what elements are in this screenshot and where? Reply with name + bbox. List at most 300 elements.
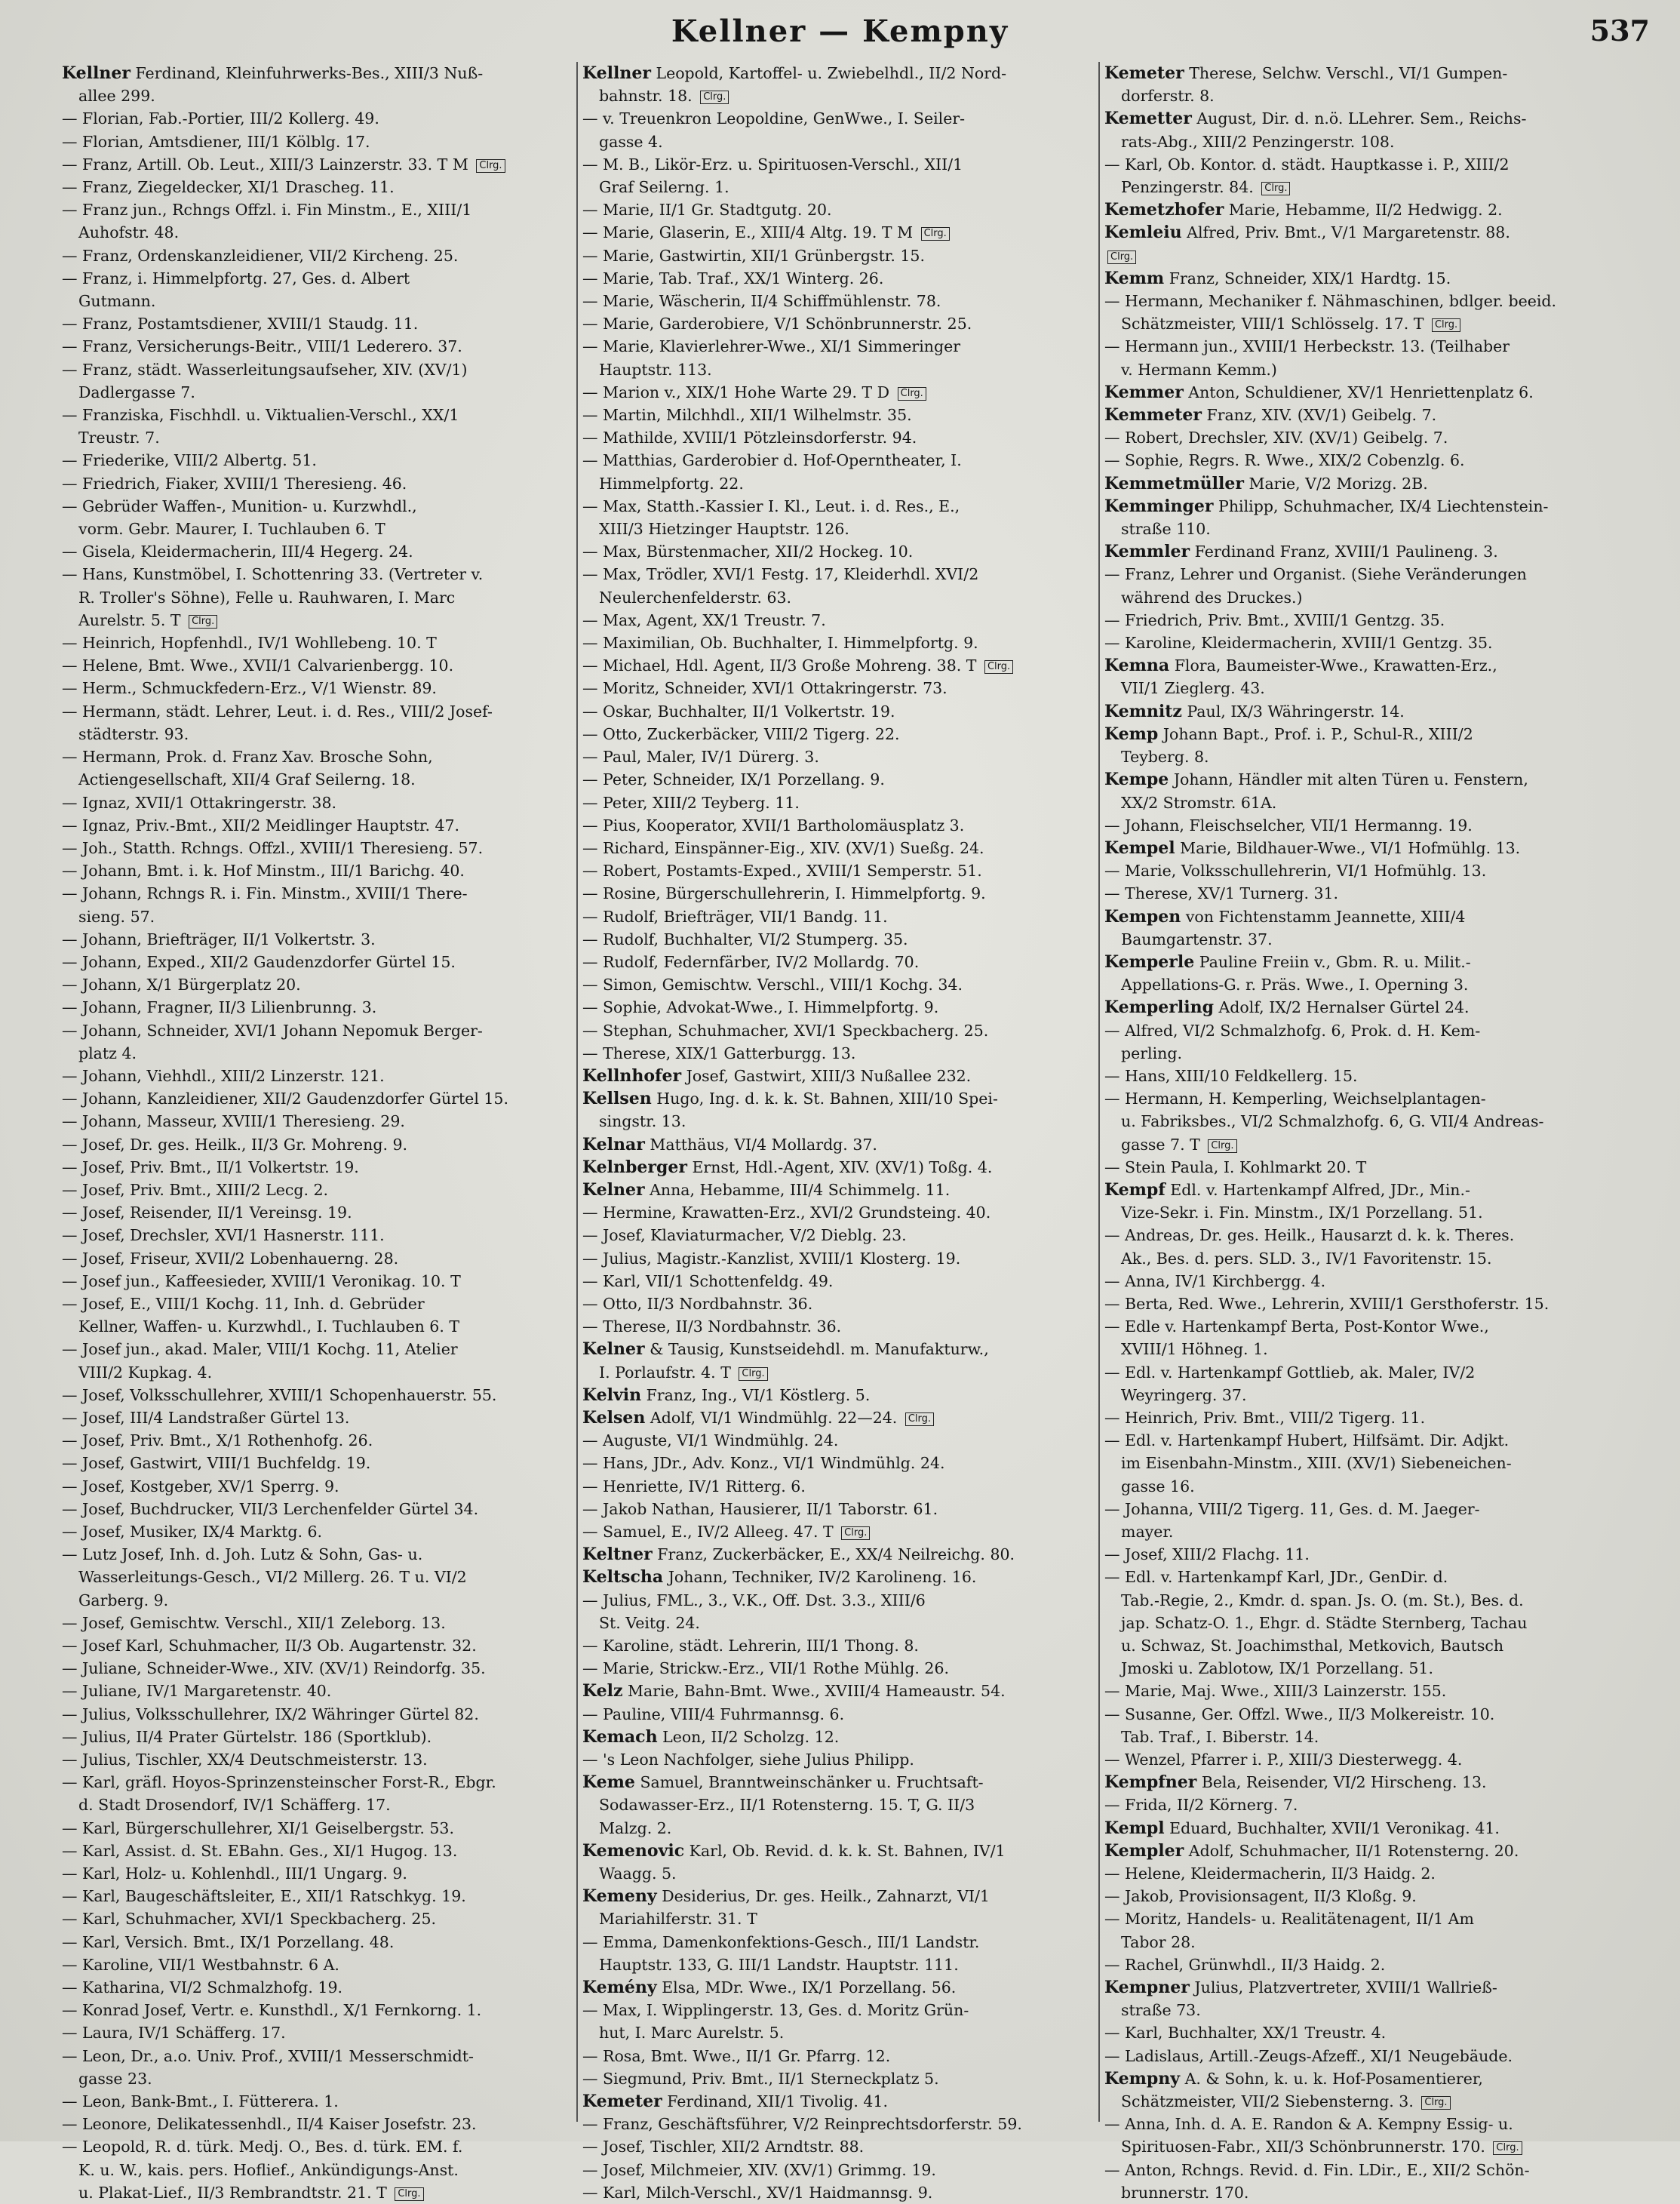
- entry-surname: Kempen: [1104, 906, 1181, 927]
- entry-text: — Friederike, VIII/2 Albertg. 51.: [62, 451, 317, 470]
- directory-entry: [1104, 176, 1617, 198]
- entry-text: — Alfred, VI/2 Schmalzhofg. 6, Prok. d. H. Kem-: [1104, 1021, 1481, 1040]
- entry-text: Philipp, Schuhmacher, IX/4 Liechtenstein-: [1213, 496, 1549, 515]
- entry-text: — Anton, Rchngs. Revid. d. Fin. LDir., E., XII/2 Schön-: [1104, 2160, 1530, 2179]
- directory-entry: [62, 244, 575, 267]
- entry-text: Marie, Bahn-Bmt. Wwe., XVIII/4 Hameaustr. 54.: [622, 1682, 1006, 1701]
- directory-entry: [62, 928, 575, 951]
- directory-entry: [582, 951, 1095, 973]
- entry-text: — Michael, Hdl. Agent, II/3 Große Mohreng. 38. T: [582, 656, 981, 675]
- entry-text: — Hermann, H. Kemperling, Weichselplantagen-: [1104, 1090, 1486, 1108]
- entry-text: Elsa, MDr. Wwe., IX/1 Porzellang. 56.: [656, 1978, 957, 1997]
- directory-entry: [1104, 2090, 1617, 2113]
- entry-text: — Hermann, Prok. d. Franz Xav. Brosche Sohn,: [62, 748, 433, 767]
- entry-surname: Kemperle: [1104, 951, 1195, 972]
- directory-entry: [582, 677, 1095, 699]
- directory-entry: [1104, 1087, 1617, 1110]
- entry-text: — Helene, Bmt. Wwe., XVII/1 Calvarienbergg. 10.: [62, 656, 454, 675]
- entry-text: v. Hermann Kemm.): [1121, 360, 1277, 379]
- directory-entry: [62, 2113, 575, 2135]
- entry-surname: Kelvin: [582, 1385, 642, 1405]
- entry-text: — Simon, Gemischtw. Verschl., VIII/1 Kochg. 34.: [582, 976, 963, 994]
- directory-entry: [62, 267, 575, 290]
- directory-entry: [62, 609, 575, 632]
- directory-entry: [582, 1634, 1095, 1657]
- directory-entry: [582, 198, 1095, 221]
- entry-text: August, Dir. d. n.ö. LLehrer. Sem., Reichs-: [1191, 109, 1527, 128]
- directory-entry: [1104, 1566, 1617, 1588]
- directory-entry: [62, 1087, 575, 1110]
- directory-entry: [582, 1885, 1095, 1907]
- entry-text: — Stein Paula, I. Kohlmarkt 20. T: [1104, 1157, 1367, 1176]
- directory-entry: [62, 1270, 575, 1293]
- entry-text: Auhofstr. 48.: [78, 223, 180, 242]
- directory-entry: [1104, 540, 1617, 563]
- directory-entry: [582, 176, 1095, 198]
- entry-surname: Kemmler: [1104, 542, 1190, 562]
- directory-entry: [582, 1771, 1095, 1794]
- directory-entry: [62, 358, 575, 381]
- entry-text: Josef, Gastwirt, XIII/3 Nußallee 232.: [681, 1066, 972, 1085]
- entry-surname: Kempl: [1104, 1818, 1165, 1838]
- page-header: [0, 14, 1680, 59]
- entry-text: — Max, Bürstenmacher, XII/2 Hockeg. 10.: [582, 543, 914, 561]
- entry-surname: Kellner: [582, 63, 651, 83]
- entry-surname: Kellner: [62, 63, 131, 83]
- entry-text: Ferdinand Franz, XVIII/1 Paulineng. 3.: [1190, 543, 1498, 561]
- directory-entry: [582, 2067, 1095, 2090]
- entry-text: K. u. W., kais. pers. Hoflief., Ankündigungs-Anst.: [78, 2160, 459, 2179]
- directory-entry: [582, 540, 1095, 563]
- directory-entry: [1104, 1794, 1617, 1816]
- entry-text: — Josef, Buchdrucker, VII/3 Lerchenfelder Gürtel 34.: [62, 1499, 479, 1518]
- entry-surname: Kempel: [1104, 838, 1175, 858]
- entry-text: u. Schwaz, St. Joachimsthal, Metkovich, Bautsch: [1121, 1637, 1504, 1655]
- directory-entry: [582, 1794, 1095, 1816]
- entry-text: — Johann, Bmt. i. k. Hof Minstm., III/1 Barichg. 40.: [62, 862, 465, 881]
- entry-text: — Karl, Schuhmacher, XVI/1 Speckbacherg. 25.: [62, 1910, 437, 1929]
- directory-entry: [582, 814, 1095, 837]
- entry-text: — Wenzel, Pfarrer i. P., XIII/3 Diesterwegg. 4.: [1104, 1751, 1463, 1769]
- entry-text: — Marion v., XIX/1 Hohe Warte 29. T D: [582, 383, 895, 401]
- entry-surname: Kelz: [582, 1681, 623, 1701]
- directory-entry: [62, 1748, 575, 1771]
- directory-entry: [62, 495, 575, 518]
- directory-entry: [582, 1224, 1095, 1246]
- directory-entry: [582, 792, 1095, 814]
- directory-entry: [62, 1429, 575, 1452]
- entry-text: VIII/2 Kupkag. 4.: [78, 1363, 213, 1382]
- entry-text: — Laura, IV/1 Schäfferg. 17.: [62, 2024, 286, 2043]
- directory-entry: [582, 1087, 1095, 1110]
- entry-text: — Frida, II/2 Körnerg. 7.: [1104, 1796, 1298, 1815]
- entry-text: — Ignaz, XVII/1 Ottakringerstr. 38.: [62, 793, 337, 812]
- directory-entry: [62, 814, 575, 837]
- entry-text: — Johann, Schneider, XVI/1 Johann Nepomuk Berger-: [62, 1021, 483, 1040]
- directory-entry: [1104, 1589, 1617, 1612]
- directory-entry: [582, 1293, 1095, 1315]
- directory-entry: [1104, 1179, 1617, 1201]
- entry-text: — Franz, Postamtsdiener, XVIII/1 Staudg. 11.: [62, 315, 419, 334]
- entry-text: Baumgartenstr. 37.: [1121, 930, 1273, 948]
- entry-surname: Kelsen: [582, 1407, 646, 1428]
- entry-text: — Katharina, VI/2 Schmalzhofg. 19.: [62, 1978, 343, 1997]
- entry-surname: Kemeter: [582, 2092, 662, 2112]
- entry-text: — Florian, Fab.-Portier, III/2 Kollerg. 49.: [62, 109, 379, 128]
- entry-text: Treustr. 7.: [78, 429, 160, 447]
- directory-entry: [62, 62, 575, 85]
- directory-entry: [62, 723, 575, 745]
- entry-surname: Kemenovic: [582, 1840, 685, 1861]
- directory-entry: [582, 2159, 1095, 2181]
- entry-text: gasse 4.: [599, 132, 663, 151]
- entry-text: Anton, Schuldiener, XV/1 Henriettenplatz 6.: [1183, 383, 1534, 401]
- entry-surname: Kellsen: [582, 1089, 652, 1109]
- directory-entry: [582, 1862, 1095, 1885]
- entry-text: Hauptstr. 133, G. III/1 Landstr. Hauptstr. 111.: [599, 1955, 959, 1974]
- entry-surname: Kemminger: [1104, 496, 1214, 516]
- directory-entry: [582, 495, 1095, 518]
- entry-text: — Karl, Ob. Kontor. d. städt. Hauptkasse i. P., XIII/2: [1104, 155, 1510, 174]
- entry-text: — Florian, Amtsdiener, III/1 Kölblg. 17.: [62, 132, 370, 151]
- entry-text: — Josef, Reisender, II/1 Vereinsg. 19.: [62, 1203, 352, 1222]
- directory-entry: [62, 882, 575, 905]
- directory-entry: [62, 563, 575, 586]
- directory-entry: [1104, 1817, 1617, 1840]
- entry-text: — Therese, XV/1 Turnerg. 31.: [1104, 884, 1339, 903]
- entry-text: — Therese, II/3 Nordbahnstr. 36.: [582, 1317, 842, 1336]
- entry-surname: Kelner: [582, 1179, 645, 1200]
- entry-text: — 's Leon Nachfolger, siehe Julius Philipp.: [582, 1751, 914, 1769]
- entry-text: bahnstr. 18.: [599, 87, 698, 106]
- entry-text: — Julius, Volksschullehrer, IX/2 Währinger Gürtel 82.: [62, 1704, 479, 1723]
- directory-entry: [1104, 677, 1617, 699]
- directory-entry: [62, 198, 575, 221]
- entry-text: — Hans, XIII/10 Feldkellerg. 15.: [1104, 1066, 1358, 1085]
- directory-entry: [582, 837, 1095, 859]
- directory-entry: [62, 312, 575, 335]
- directory-entry: [1104, 426, 1617, 449]
- entry-surname: Kemm: [1104, 268, 1165, 288]
- directory-entry: [1104, 518, 1617, 540]
- directory-entry: [1104, 1907, 1617, 1930]
- clearing-badge: Clrg.: [189, 615, 217, 629]
- entry-text: — Franz, i. Himmelpfortg. 27, Ges. d. Albert: [62, 269, 410, 287]
- entry-text: — M. B., Likör-Erz. u. Spirituosen-Verschl., XII/1: [582, 155, 963, 174]
- directory-entry: [582, 1201, 1095, 1224]
- entry-text: — Moritz, Schneider, XVI/1 Ottakringerstr. 73.: [582, 679, 947, 698]
- entry-text: — Josef, Volksschullehrer, XVIII/1 Schopenhauerstr. 55.: [62, 1385, 497, 1404]
- entry-text: Leopold, Kartoffel- u. Zwiebelhdl., II/2 Nord-: [650, 64, 1007, 82]
- entry-text: — Josef, Tischler, XII/2 Arndtstr. 88.: [582, 2138, 865, 2156]
- entry-text: Graf Seilerng. 1.: [599, 178, 729, 197]
- entry-text: — Hermann jun., XVIII/1 Herbeckstr. 13. (Teilhaber: [1104, 337, 1510, 356]
- directory-entry: [582, 609, 1095, 632]
- entry-text: — Karoline, VII/1 Westbahnstr. 6 A.: [62, 1955, 339, 1974]
- entry-text: im Eisenbahn-Minstm., XIII. (XV/1) Siebeneichen-: [1121, 1454, 1512, 1473]
- directory-entry: [1104, 1315, 1617, 1338]
- directory-entry: [1104, 1680, 1617, 1702]
- entry-text: Tabor 28.: [1121, 1932, 1196, 1951]
- entry-text: Vize-Sekr. i. Fin. Minstm., IX/1 Porzellang. 51.: [1121, 1203, 1483, 1222]
- directory-entry: [582, 1566, 1095, 1588]
- directory-entry: [582, 1315, 1095, 1338]
- directory-entry: [62, 996, 575, 1019]
- directory-entry: [62, 2159, 575, 2181]
- entry-text: — Leon, Dr., a.o. Univ. Prof., XVIII/1 Messerschmidt-: [62, 2046, 474, 2065]
- directory-entry: [62, 1224, 575, 1246]
- directory-entry: [582, 312, 1095, 335]
- entry-text: — Edle v. Hartenkampf Berta, Post-Kontor Wwe.,: [1104, 1317, 1489, 1336]
- entry-text: — Franz, Versicherungs-Beitr., VIII/1 Lederero. 37.: [62, 337, 462, 356]
- entry-text: — Johann, Rchngs R. i. Fin. Minstm., XVIII/1 There-: [62, 884, 468, 903]
- directory-entry: [1104, 1726, 1617, 1748]
- column-3: [1104, 62, 1617, 2202]
- directory-entry: [62, 1110, 575, 1133]
- directory-entry: [62, 1794, 575, 1816]
- entry-surname: Kelner: [582, 1339, 645, 1360]
- directory-entry: [1104, 1452, 1617, 1474]
- entry-text: — Andreas, Dr. ges. Heilk., Hausarzt d. k. k. Theres.: [1104, 1226, 1515, 1245]
- directory-entry: [1104, 221, 1617, 244]
- directory-entry: [582, 1498, 1095, 1520]
- directory-entry: [582, 1840, 1095, 1862]
- clearing-badge: Clrg.: [841, 1526, 870, 1540]
- directory-entry: [1104, 2181, 1617, 2204]
- directory-entry: [582, 1953, 1095, 1976]
- clearing-badge: Clrg.: [1421, 2096, 1450, 2110]
- entry-text: Johann, Techniker, IV/2 Karolineng. 16.: [663, 1568, 977, 1587]
- entry-text: — Oskar, Buchhalter, II/1 Volkertstr. 19.: [582, 702, 895, 721]
- entry-text: Mariahilferstr. 31. T: [599, 1910, 757, 1929]
- directory-entry: [582, 723, 1095, 745]
- directory-entry: [582, 973, 1095, 996]
- directory-entry: [582, 1999, 1095, 2021]
- entry-text: Adolf, IX/2 Hernalser Gürtel 24.: [1213, 998, 1470, 1017]
- directory-entry: [62, 1452, 575, 1474]
- directory-entry: [582, 62, 1095, 85]
- entry-text: — Lutz Josef, Inh. d. Joh. Lutz & Sohn, Gas- u.: [62, 1545, 423, 1564]
- directory-entry: [1104, 768, 1617, 791]
- directory-entry: [1104, 1657, 1617, 1680]
- directory-entry: [582, 1931, 1095, 1953]
- directory-entry: [1104, 2067, 1617, 2090]
- entry-surname: Kemnitz: [1104, 701, 1182, 721]
- directory-entry: [62, 586, 575, 609]
- entry-text: — Max, I. Wipplingerstr. 13, Ges. d. Moritz Grün-: [582, 2001, 969, 2020]
- entry-text: — Emma, Damenkonfektions-Gesch., III/1 Landstr.: [582, 1932, 980, 1951]
- entry-text: rats-Abg., XIII/2 Penzingerstr. 108.: [1121, 132, 1395, 151]
- entry-text: — Johann, Briefträger, II/1 Volkertstr. 3.: [62, 930, 376, 948]
- directory-entry: [582, 1543, 1095, 1566]
- directory-entry: [62, 745, 575, 768]
- directory-entry: [582, 153, 1095, 176]
- entry-text: — Otto, II/3 Nordbahnstr. 36.: [582, 1294, 813, 1313]
- entry-text: — Max, Agent, XX/1 Treustr. 7.: [582, 610, 826, 629]
- entry-text: — Karoline, städt. Lehrerin, III/1 Thong. 8.: [582, 1637, 919, 1655]
- entry-text: Johann, Händler mit alten Türen u. Fenstern,: [1169, 770, 1528, 789]
- directory-entry: [62, 153, 575, 176]
- entry-text: Teyberg. 8.: [1121, 748, 1209, 767]
- directory-entry: [582, 1042, 1095, 1065]
- entry-text: — Karl, gräfl. Hoyos-Sprinzensteinscher Forst-R., Ebgr.: [62, 1773, 496, 1792]
- directory-entry: [582, 654, 1095, 677]
- directory-entry: [62, 1862, 575, 1885]
- entry-text: Malzg. 2.: [599, 1818, 672, 1837]
- clearing-badge: Clrg.: [739, 1367, 767, 1381]
- directory-entry: [582, 2113, 1095, 2135]
- clearing-badge: Clrg.: [1432, 318, 1460, 332]
- directory-entry: [62, 677, 575, 699]
- directory-entry: [582, 381, 1095, 404]
- directory-entry: [582, 1179, 1095, 1201]
- entry-surname: Kemperling: [1104, 997, 1214, 1018]
- entry-text: — Marie, Wäscherin, II/4 Schiffmühlenstr. 78.: [582, 292, 941, 311]
- directory-entry: [62, 1612, 575, 1634]
- entry-text: sieng. 57.: [78, 907, 155, 926]
- entry-text: — Josef, Gastwirt, VIII/1 Buchfeldg. 19.: [62, 1454, 371, 1473]
- entry-text: Himmelpfortg. 22.: [599, 474, 744, 493]
- clearing-badge: Clrg.: [1208, 1139, 1236, 1153]
- entry-surname: Kelnberger: [582, 1157, 687, 1177]
- entry-text: — Josef, XIII/2 Flachg. 11.: [1104, 1545, 1310, 1564]
- directory-entry: [582, 745, 1095, 768]
- entry-text: — Mathilde, XVIII/1 Pötzleinsdorferstr. 94.: [582, 429, 917, 447]
- entry-text: Johann Bapt., Prof. i. P., Schul-R., XIII/2: [1158, 724, 1473, 743]
- entry-text: — Rudolf, Briefträger, VII/1 Bandg. 11.: [582, 907, 888, 926]
- directory-entry: [62, 1907, 575, 1930]
- directory-entry: [1104, 723, 1617, 745]
- clearing-badge: Clrg.: [395, 2187, 423, 2201]
- directory-entry: [1104, 792, 1617, 814]
- directory-entry: [1104, 1224, 1617, 1246]
- entry-text: gasse 7. T: [1121, 1135, 1205, 1154]
- entry-text: dorferstr. 8.: [1121, 87, 1215, 106]
- entry-text: hut, I. Marc Aurelstr. 5.: [599, 2024, 785, 2043]
- directory-entry: [62, 1156, 575, 1179]
- entry-text: Schätzmeister, VIII/1 Schlösselg. 17. T: [1121, 315, 1429, 334]
- entry-surname: Kemp: [1104, 724, 1159, 744]
- directory-entry: [1104, 312, 1617, 335]
- entry-text: — Auguste, VI/1 Windmühlg. 24.: [582, 1431, 839, 1450]
- entry-text: XX/2 Stromstr. 61A.: [1121, 793, 1277, 812]
- entry-text: — Josef, Milchmeier, XIV. (XV/1) Grimmg. 19.: [582, 2160, 936, 2179]
- entry-text: Alfred, Priv. Bmt., V/1 Margaretenstr. 88.: [1181, 223, 1510, 242]
- clearing-badge: Clrg.: [898, 387, 926, 401]
- entry-text: — Siegmund, Priv. Bmt., II/1 Sterneckplatz 5.: [582, 2069, 939, 2088]
- directory-entry: [62, 1817, 575, 1840]
- entry-text: — Josef, Priv. Bmt., II/1 Volkertstr. 19.: [62, 1157, 359, 1176]
- directory-entry: [1104, 632, 1617, 654]
- directory-entry: [1104, 267, 1617, 290]
- entry-text: — Johann, Exped., XII/2 Gaudenzdorfer Gürtel 15.: [62, 952, 456, 971]
- directory-entry: [62, 1201, 575, 1224]
- entry-surname: Kemna: [1104, 656, 1170, 676]
- directory-entry: [1104, 2135, 1617, 2158]
- entry-text: — Josef, Drechsler, XVI/1 Hasnerstr. 111.: [62, 1226, 385, 1245]
- directory-entry: [62, 700, 575, 723]
- entry-text: — Josef, Gemischtw. Verschl., XII/1 Zeleborg. 13.: [62, 1613, 446, 1632]
- entry-text: Neulerchenfelderstr. 63.: [599, 588, 792, 607]
- directory-entry: [62, 176, 575, 198]
- entry-text: — Marie, Garderobiere, V/1 Schönbrunnerstr. 25.: [582, 315, 972, 334]
- clearing-badge: Clrg.: [1493, 2141, 1522, 2155]
- directory-entry: [582, 1110, 1095, 1133]
- entry-text: — Henriette, IV/1 Ritterg. 6.: [582, 1477, 806, 1495]
- entry-surname: Kemach: [582, 1726, 658, 1747]
- directory-entry: [62, 1133, 575, 1156]
- directory-entry: [582, 1680, 1095, 1702]
- entry-text: vorm. Gebr. Maurer, I. Tuchlauben 6. T: [78, 520, 385, 539]
- entry-text: Dadlergasse 7.: [78, 383, 195, 401]
- entry-text: jap. Schatz-O. 1., Ehgr. d. Städte Sternberg, Tachau: [1121, 1613, 1528, 1632]
- entry-text: — Rudolf, Buchhalter, VI/2 Stumperg. 35.: [582, 930, 908, 948]
- directory-entry: [582, 131, 1095, 153]
- entry-text: — Rosine, Bürgerschullehrerin, I. Himmelpfortg. 9.: [582, 884, 986, 903]
- entry-text: — Rachel, Grünwhdl., II/3 Haidg. 2.: [1104, 1955, 1386, 1974]
- directory-entry: [1104, 1703, 1617, 1726]
- entry-surname: Kemetter: [1104, 109, 1192, 129]
- entry-text: — Johanna, VIII/2 Tigerg. 11, Ges. d. M. Jaeger-: [1104, 1499, 1480, 1518]
- entry-text: Anna, Hebamme, III/4 Schimmelg. 11.: [644, 1180, 951, 1199]
- entry-surname: Kempfner: [1104, 1772, 1197, 1793]
- directory-entry: [582, 905, 1095, 928]
- entry-surname: Kemetzhofer: [1104, 200, 1224, 220]
- directory-entry: [1104, 62, 1617, 85]
- entry-text: — Josef Karl, Schuhmacher, II/3 Ob. Augartenstr. 32.: [62, 1637, 477, 1655]
- entry-text: — Karl, Buchhalter, XX/1 Treustr. 4.: [1104, 2024, 1387, 2043]
- entry-text: — Julius, Magistr.-Kanzlist, XVIII/1 Klosterg. 19.: [582, 1249, 961, 1268]
- column-divider: [576, 62, 578, 2122]
- entry-text: R. Troller's Söhne), Felle u. Rauhwaren, I. Marc: [78, 588, 456, 607]
- directory-entry: [1104, 1543, 1617, 1566]
- directory-entry: [1104, 1270, 1617, 1293]
- entry-text: — Franziska, Fischhdl. u. Viktualien-Verschl., XX/1: [62, 406, 459, 425]
- directory-entry: [62, 107, 575, 130]
- directory-entry: [1104, 381, 1617, 404]
- entry-text: Gutmann.: [78, 292, 156, 311]
- entry-text: — Berta, Red. Wwe., Lehrerin, XVIII/1 Gersthoferstr. 15.: [1104, 1294, 1549, 1313]
- directory-entry: [62, 1999, 575, 2021]
- entry-surname: Kempner: [1104, 1978, 1190, 1998]
- directory-entry: [62, 1498, 575, 1520]
- entry-text: — Hermann, Mechaniker f. Nähmaschinen, bdlger. beeid.: [1104, 292, 1557, 311]
- entry-text: — Marie, Klavierlehrer-Wwe., XI/1 Simmeringer: [582, 337, 961, 356]
- entry-text: — Sophie, Advokat-Wwe., I. Himmelpfortg. 9.: [582, 998, 939, 1017]
- directory-entry: [582, 1520, 1095, 1543]
- directory-entry: [62, 540, 575, 563]
- entry-text: — Juliane, IV/1 Margaretenstr. 40.: [62, 1682, 332, 1701]
- entry-text: Bela, Reisender, VI/2 Hirscheng. 13.: [1196, 1773, 1487, 1792]
- entry-surname: Kemmetmüller: [1104, 473, 1244, 493]
- directory-entry: [62, 131, 575, 153]
- directory-entry: [1104, 449, 1617, 472]
- directory-entry: [582, 426, 1095, 449]
- entry-text: — Marie, II/1 Gr. Stadtgutg. 20.: [582, 201, 832, 220]
- directory-entry: [582, 586, 1095, 609]
- entry-surname: Kempny: [1104, 2068, 1181, 2089]
- entry-text: — Leon, Bank-Bmt., I. Fütterera. 1.: [62, 2092, 339, 2111]
- entry-text: — Josef, Kostgeber, XV/1 Sperrg. 9.: [62, 1477, 339, 1495]
- directory-entry: [582, 1748, 1095, 1771]
- entry-text: Adolf, VI/1 Windmühlg. 22—24.: [645, 1408, 902, 1427]
- entry-text: — Josef, Priv. Bmt., X/1 Rothenhofg. 26.: [62, 1431, 373, 1450]
- entry-text: — Heinrich, Priv. Bmt., VIII/2 Tigerg. 11.: [1104, 1408, 1426, 1427]
- entry-text: — Anna, Inh. d. A. E. Randon & A. Kempny Essig- u.: [1104, 2115, 1513, 2134]
- directory-entry: [1104, 654, 1617, 677]
- entry-text: platz 4.: [78, 1044, 137, 1062]
- entry-text: — Marie, Glaserin, E., XIII/4 Altg. 19. T M: [582, 223, 918, 242]
